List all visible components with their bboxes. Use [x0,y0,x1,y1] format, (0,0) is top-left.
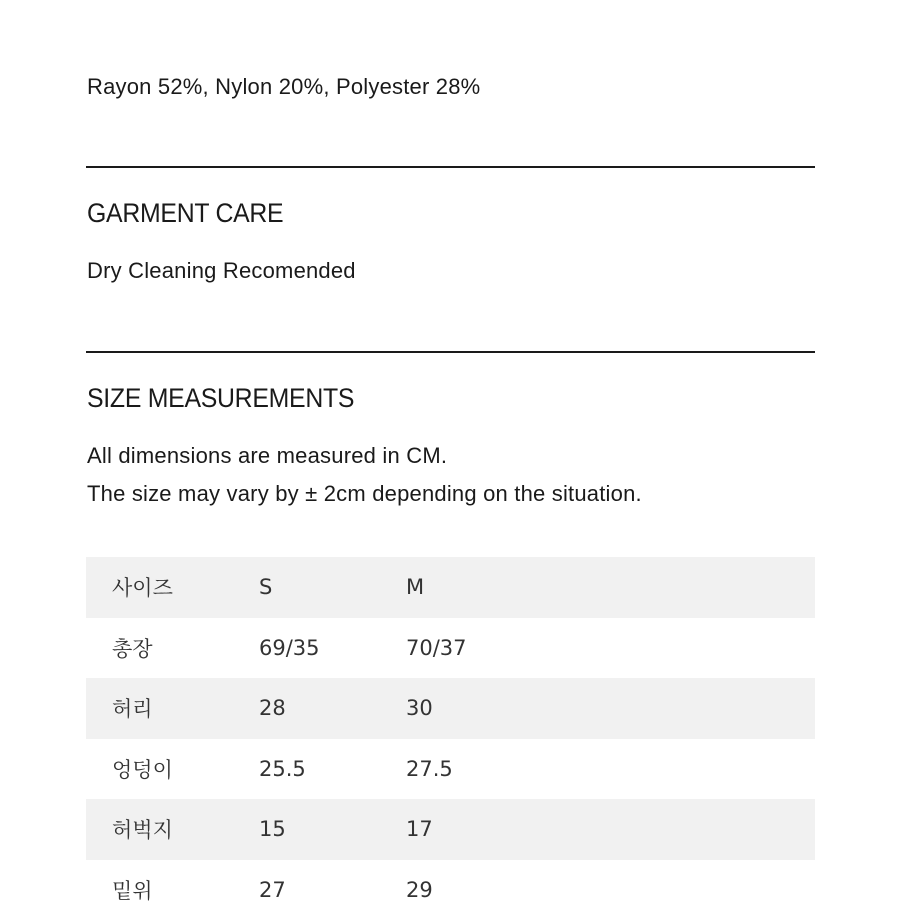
cell-s: 69/35 [259,635,320,660]
cell-s: 25.5 [259,756,306,781]
size-note-variance: The size may vary by ± 2cm depending on the situation. [87,481,642,506]
cell-s: 27 [259,877,286,902]
cell-s: 28 [259,696,286,721]
row-label: 허벅지 [112,818,173,843]
garment-care-text: Dry Cleaning Recomended [87,258,356,283]
row-label: 총장 [112,636,153,661]
header-cell-s: S [259,575,273,600]
table-header-row [86,557,815,618]
table-row [86,618,815,679]
cell-m: 30 [406,696,433,721]
composition-text: Rayon 52%, Nylon 20%, Polyester 28% [87,74,481,99]
cell-s: 15 [259,817,286,842]
table-row [86,799,815,860]
table-row [86,739,815,800]
cell-m: 70/37 [406,635,467,660]
table-row [86,860,815,902]
header-cell-size: 사이즈 [112,576,173,601]
cell-m: 29 [406,877,433,902]
size-table [86,557,815,902]
size-measurements-title: SIZE MEASUREMENTS [87,383,355,413]
row-label: 밑위 [112,878,153,902]
header-cell-m: M [406,575,425,600]
row-label: 허리 [112,697,153,722]
garment-care-title: GARMENT CARE [87,198,284,228]
cell-m: 27.5 [406,756,453,781]
section-divider [86,351,815,353]
section-divider [86,166,815,168]
table-row [86,678,815,739]
size-note-units: All dimensions are measured in CM. [87,443,448,468]
row-label: 엉덩이 [112,757,173,782]
cell-m: 17 [406,817,433,842]
